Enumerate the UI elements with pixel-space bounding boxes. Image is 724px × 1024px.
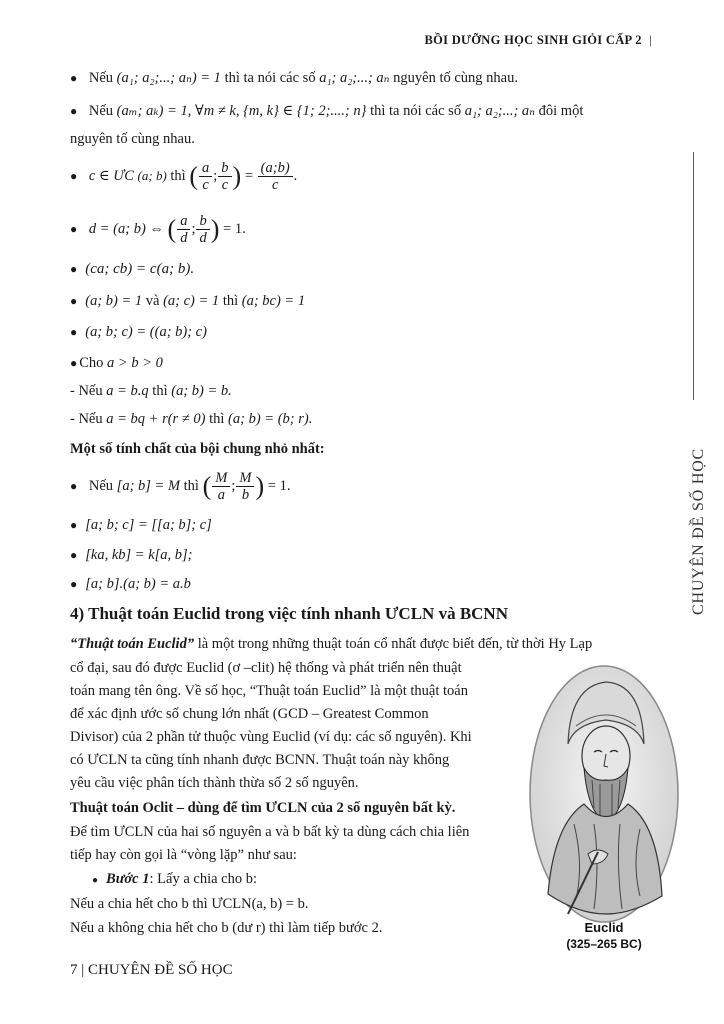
gcd-property-6 bbox=[70, 293, 305, 310]
paragraph-line: cổ đại, sau đó được Euclid (ơ –clit) hệ thống và phát triển nên thuật bbox=[70, 660, 462, 676]
paren-open: ( bbox=[202, 471, 212, 501]
gcd-property-8 bbox=[70, 355, 163, 372]
bullet-icon: ● bbox=[70, 168, 78, 183]
text: và bbox=[145, 293, 160, 309]
bullet-icon: ● bbox=[70, 548, 78, 562]
math: a = bq + r(r ≠ 0) bbox=[106, 411, 206, 427]
page-number: 7 bbox=[70, 962, 78, 978]
bullet-icon: ● bbox=[70, 71, 78, 85]
math: (aₘ; aₖ) = 1, ∀m ≠ k, {m, k} ∈ {1; 2;....; n} bbox=[116, 103, 367, 119]
denominator: c bbox=[202, 177, 209, 193]
paragraph-line bbox=[70, 633, 592, 656]
gcd-property-1 bbox=[70, 70, 518, 87]
text: Cho bbox=[79, 355, 104, 371]
bullet-icon: ● bbox=[70, 325, 78, 339]
math: (a; b) bbox=[137, 167, 167, 183]
paragraph-line: Nếu a chia hết cho b thì ƯCLN(a, b) = b. bbox=[70, 896, 309, 912]
bullet-icon: ● bbox=[70, 221, 78, 236]
text: là một trong những thuật toán cổ nhất được biết đến, từ thời Hy Lạp bbox=[194, 636, 593, 652]
fraction bbox=[218, 160, 231, 193]
page-footer bbox=[70, 962, 233, 979]
text: thì bbox=[183, 477, 199, 494]
math: a = b.q bbox=[106, 383, 149, 399]
fraction bbox=[258, 160, 293, 193]
text: thì bbox=[222, 293, 239, 309]
paragraph-line: toán mang tên ông. Về số học, “Thuật toán Euclid” là một thuật toán bbox=[70, 683, 468, 699]
gcd-case-2 bbox=[70, 411, 312, 428]
denominator: b bbox=[241, 487, 250, 503]
bullet-icon: ● bbox=[70, 294, 78, 308]
lcm-heading: Một số tính chất của bội chung nhỏ nhất: bbox=[70, 441, 325, 457]
numerator: a bbox=[199, 160, 212, 177]
numerator: M bbox=[236, 470, 254, 487]
text: thì bbox=[170, 167, 186, 184]
side-label: CHUYÊN ĐỀ SỐ HỌC bbox=[690, 447, 707, 615]
portrait-caption-name: Euclid bbox=[584, 920, 624, 935]
text: : Lấy a chia cho b: bbox=[149, 871, 257, 887]
denominator: d bbox=[199, 230, 207, 246]
paragraph-line: tiếp hay còn gọi là “vòng lặp” như sau: bbox=[70, 847, 297, 863]
math: c ∈ ƯC bbox=[88, 167, 134, 184]
gcd-property-2-cont: nguyên tố cùng nhau. bbox=[70, 131, 195, 147]
text: Nếu bbox=[88, 103, 114, 119]
term: “Thuật toán Euclid” bbox=[70, 636, 195, 652]
fraction bbox=[199, 160, 212, 193]
paren-close: ) bbox=[232, 161, 242, 191]
paragraph-line: yêu cầu việc phân tích thành thừa số 2 số nguyên. bbox=[70, 775, 359, 791]
math: (a; bc) = 1 bbox=[241, 293, 306, 309]
paragraph-line: Nếu a không chia hết cho b (dư r) thì làm tiếp bước 2. bbox=[70, 920, 383, 936]
lcm-property-1: ● Nếu [a; b] = M thì ( $\frac{M}{a}$ ; $\frac{M}{b}$ ) = 1. bbox=[70, 470, 291, 503]
paren-close: ) bbox=[255, 471, 265, 501]
numerator: b bbox=[218, 160, 231, 177]
bullet-icon: ● bbox=[70, 262, 78, 276]
side-rule bbox=[693, 152, 694, 400]
math: (ca; cb) = c(a; b). bbox=[85, 261, 195, 278]
fraction bbox=[212, 470, 230, 503]
bullet-icon: ● bbox=[92, 875, 99, 886]
euclid-portrait bbox=[528, 664, 680, 954]
text: thì bbox=[152, 383, 168, 399]
denominator: a bbox=[217, 487, 225, 503]
text: thì bbox=[209, 411, 225, 427]
text: Nếu bbox=[88, 70, 114, 86]
math: (a; b) = 1 bbox=[85, 293, 143, 309]
lcm-property-4 bbox=[70, 576, 191, 593]
paragraph-line: có ƯCLN ta cũng tính nhanh được BCNN. Thuật toán này không bbox=[70, 752, 450, 768]
gcd-property-2 bbox=[70, 103, 583, 120]
fraction bbox=[177, 213, 190, 246]
text: Nếu bbox=[88, 477, 114, 494]
footer-title: CHUYÊN ĐỀ SỐ HỌC bbox=[88, 962, 233, 978]
text: thì ta nói các số bbox=[370, 103, 462, 119]
text: - Nếu bbox=[70, 383, 103, 399]
numerator: a bbox=[177, 213, 190, 230]
fraction bbox=[236, 470, 254, 503]
math: (a; b) = (b; r). bbox=[228, 411, 313, 427]
bullet-icon: ● bbox=[70, 356, 78, 370]
text: thì ta nói các số bbox=[224, 70, 316, 86]
bullet-icon: ● bbox=[70, 104, 78, 118]
gcd-property-7 bbox=[70, 324, 207, 341]
step-1 bbox=[92, 868, 257, 892]
numerator: M bbox=[212, 470, 230, 487]
gcd-case-1 bbox=[70, 383, 232, 400]
bullet-icon: ● bbox=[70, 478, 78, 493]
text: đôi một bbox=[538, 103, 584, 119]
header-separator: | bbox=[649, 33, 652, 47]
math: [a; b] = M bbox=[116, 477, 181, 494]
math: (a; b; c) = ((a; b); c) bbox=[85, 324, 207, 340]
math: a₁; a₂;...; aₙ bbox=[464, 103, 536, 119]
math: [ka, kb] = k[a, b]; bbox=[85, 547, 193, 563]
numerator: b bbox=[196, 213, 209, 230]
algorithm-heading: Thuật toán Oclit – dùng để tìm ƯCLN của 2 số nguyên bất kỳ. bbox=[70, 800, 456, 816]
text: = 1. bbox=[223, 220, 246, 237]
math: d = (a; b) ⇔ bbox=[88, 220, 164, 237]
denominator: c bbox=[221, 177, 229, 193]
math: a > b > 0 bbox=[107, 355, 163, 371]
gcd-property-5 bbox=[70, 261, 194, 278]
bullet-icon: ● bbox=[70, 577, 78, 591]
math: a₁; a₂;...; aₙ bbox=[319, 70, 390, 86]
running-header bbox=[424, 33, 652, 48]
paren-close: ) bbox=[210, 214, 220, 244]
section-title: 4) Thuật toán Euclid trong việc tính nhanh ƯCLN và BCNN bbox=[70, 604, 508, 623]
math: (a; c) = 1 bbox=[163, 293, 220, 309]
lcm-property-2 bbox=[70, 517, 212, 534]
header-title: BỒI DƯỠNG HỌC SINH GIỎI CẤP 2 bbox=[424, 33, 642, 47]
gcd-property-3: ● c ∈ ƯC (a; b) thì ( $\frac{a}{c}$ ; $\frac{b}{c}$ ) = $\frac{(a;b)}{c}$ . bbox=[70, 160, 298, 193]
text: nguyên tố cùng nhau. bbox=[393, 70, 518, 86]
paragraph-line: Divisor) của 2 phần tử thuộc vùng Euclid (ví dụ: các số nguyên). Khi bbox=[70, 729, 472, 745]
paragraph-line: để xác định ước số chung lớn nhất (GCD – Greatest Common bbox=[70, 706, 429, 722]
lcm-property-3 bbox=[70, 547, 193, 564]
footer-separator: | bbox=[81, 962, 85, 978]
math: [a; b].(a; b) = a.b bbox=[85, 576, 191, 592]
paren-open: ( bbox=[167, 214, 177, 244]
math: (a; b) = b. bbox=[171, 383, 232, 399]
text: - Nếu bbox=[70, 411, 103, 427]
fraction bbox=[196, 213, 209, 246]
denominator: d bbox=[180, 230, 188, 246]
denominator: c bbox=[271, 177, 279, 193]
paren-open: ( bbox=[189, 161, 199, 191]
bullet-icon: ● bbox=[70, 518, 78, 532]
gcd-property-4: ● d = (a; b) ⇔ ( $\frac{a}{d}$ ; $\frac{b}{d}$ ) = 1. bbox=[70, 213, 246, 246]
math: (a₁; a₂;...; aₙ) = 1 bbox=[116, 70, 221, 86]
step-label: Bước 1 bbox=[106, 871, 150, 887]
portrait-caption-years: (325–265 BC) bbox=[566, 937, 642, 951]
numerator: (a;b) bbox=[258, 160, 293, 177]
paragraph-line: Để tìm ƯCLN của hai số nguyên a và b bất kỳ ta dùng cách chia liên bbox=[70, 824, 470, 840]
math: [a; b; c] = [[a; b]; c] bbox=[85, 517, 212, 533]
text: = 1. bbox=[267, 477, 291, 494]
